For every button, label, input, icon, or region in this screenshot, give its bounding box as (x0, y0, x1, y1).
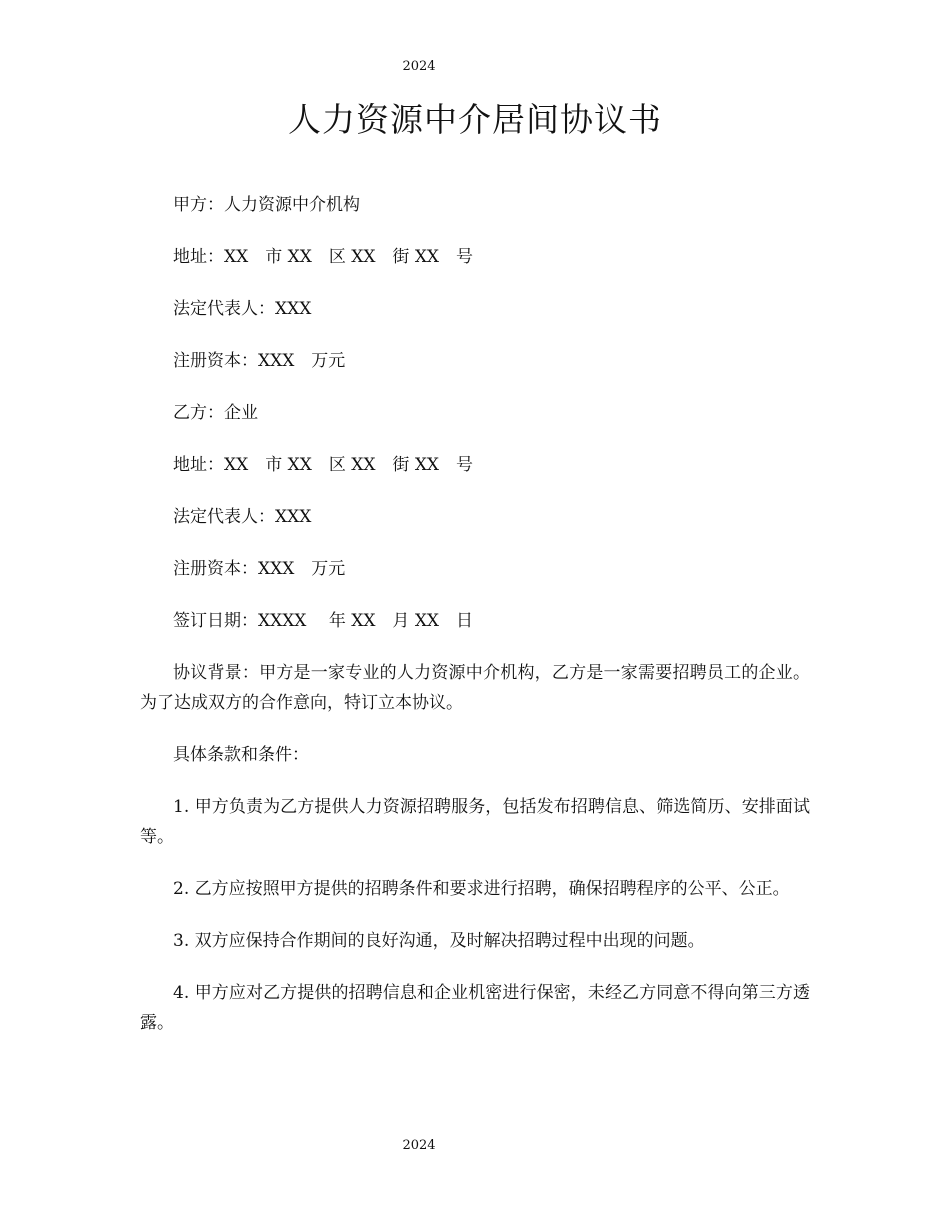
agreement-background: 协议背景：甲方是一家专业的人力资源中介机构，乙方是一家需要招聘员工的企业。为了达成双方的合作意向，特订立本协议。 (140, 663, 810, 713)
party-a: 甲方：人力资源中介机构 (173, 195, 360, 215)
party-b-address: 地址：XX 市 XX 区 XX 街 XX 号 (173, 455, 474, 475)
party-a-address: 地址：XX 市 XX 区 XX 街 XX 号 (173, 247, 474, 267)
document-body (140, 190, 810, 1060)
party-a-legal-rep: 法定代表人：XXX (173, 299, 312, 319)
document-title: 人力资源中介居间协议书 (288, 100, 662, 139)
party-b-capital: 注册资本：XXX 万元 (173, 559, 346, 579)
term-3: 3. 双方应保持合作期间的良好沟通，及时解决招聘过程中出现的问题。 (173, 931, 705, 951)
term-4: 4. 甲方应对乙方提供的招聘信息和企业机密进行保密，未经乙方同意不得向第三方透露。 (140, 983, 810, 1033)
term-2: 2. 乙方应按照甲方提供的招聘条件和要求进行招聘，确保招聘程序的公平、公正。 (173, 879, 790, 899)
party-b: 乙方：企业 (173, 403, 258, 423)
signing-date: 签订日期：XXXX 年 XX 月 XX 日 (173, 611, 474, 631)
page-header: 2024 (402, 59, 436, 74)
terms-heading: 具体条款和条件： (173, 745, 309, 765)
party-b-legal-rep: 法定代表人：XXX (173, 507, 312, 527)
party-a-capital: 注册资本：XXX 万元 (173, 351, 346, 371)
page-footer: 2024 (402, 1138, 436, 1153)
term-1: 1. 甲方负责为乙方提供人力资源招聘服务，包括发布招聘信息、筛选简历、安排面试等。 (140, 797, 810, 847)
